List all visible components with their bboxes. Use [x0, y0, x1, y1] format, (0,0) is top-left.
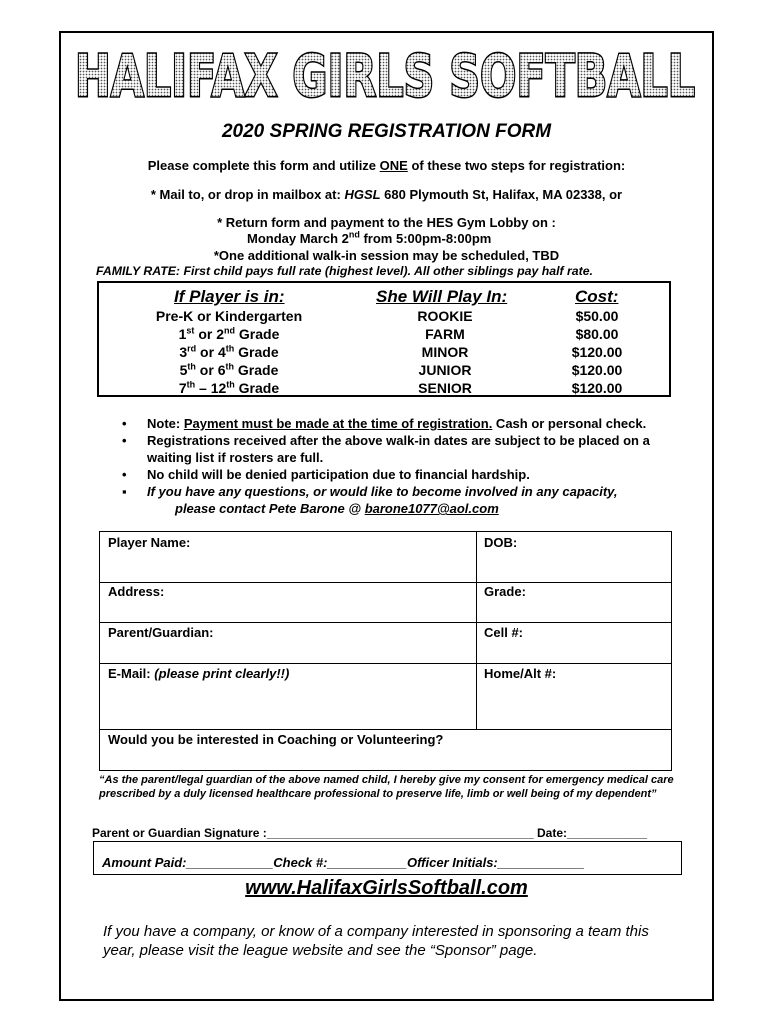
- rate-cost: $120.00: [571, 362, 623, 378]
- row-divider: [100, 582, 671, 583]
- rate-cost: $50.00: [575, 308, 619, 324]
- consent-statement: “As the parent/legal guardian of the above named child, I hereby give my consent for emergency medical care prescribed by a duly licensed healthcare professional to preserve life, limb or well being of my dependent”: [99, 774, 674, 800]
- rate-cost-column: [557, 307, 637, 397]
- home-alt-field[interactable]: Home/Alt #:: [484, 666, 557, 681]
- player-name-field[interactable]: Player Name:: [108, 535, 191, 550]
- square-bullet-icon: ▪: [122, 484, 127, 499]
- dob-field[interactable]: DOB:: [484, 535, 518, 550]
- rate-head-play: She Will Play In:: [376, 287, 508, 306]
- rate-grade-0: Pre-K or Kindergarten: [155, 308, 303, 324]
- return-line: * Return form and payment to the HES Gym Lobby on :: [217, 215, 556, 230]
- date-line: [247, 231, 491, 246]
- rate-head-player: If Player is in:: [174, 287, 285, 306]
- instructions-post: of these two steps for registration:: [407, 158, 626, 173]
- contact-email-link[interactable]: barone1077@aol.com: [364, 501, 499, 516]
- rate-table: [97, 281, 671, 397]
- volunteer-field[interactable]: Would you be interested in Coaching or Volunteering?: [108, 732, 444, 747]
- note-late-registration: • Registrations received after the above walk-in dates are subject to be placed on a waiting list if rosters are full.: [122, 433, 650, 465]
- note-payment: • Note: Payment must be made at the time of registration. Cash or personal check.: [122, 416, 647, 431]
- date-pre: Monday March 2: [247, 231, 349, 246]
- address-field[interactable]: Address:: [108, 584, 165, 599]
- instructions: [59, 158, 714, 173]
- payment-box: [93, 841, 682, 875]
- rate-cost: $120.00: [571, 380, 623, 396]
- rate-level-column: [385, 307, 505, 397]
- rate-level: SENIOR: [418, 380, 472, 396]
- walkin-line: *One additional walk-in session may be scheduled, TBD: [213, 248, 560, 263]
- rate-level: JUNIOR: [418, 362, 472, 378]
- mail-line: [59, 187, 714, 202]
- rate-cost: $120.00: [571, 344, 623, 360]
- email-field[interactable]: E-Mail: (please print clearly!!): [108, 666, 290, 681]
- date-post: from 5:00pm-8:00pm: [359, 231, 492, 246]
- registration-table: [99, 531, 672, 771]
- rate-grade-1: 1st or 2nd Grade: [178, 325, 280, 342]
- rate-level: ROOKIE: [417, 308, 473, 324]
- parent-guardian-field[interactable]: Parent/Guardian:: [108, 625, 214, 640]
- bullet-icon: •: [122, 416, 127, 431]
- league-logo: [70, 40, 700, 106]
- sponsor-note: If you have a company, or know of a company interested in sponsoring a team this year, please visit the league website and see the “Sponsor” page.: [103, 923, 649, 959]
- column-divider: [476, 532, 477, 730]
- rate-level: FARM: [425, 326, 465, 342]
- instructions-pre: Please complete this form and utilize: [147, 158, 380, 173]
- cell-number-field[interactable]: Cell #:: [484, 625, 524, 640]
- row-divider: [100, 729, 671, 730]
- notes-list: [118, 415, 678, 517]
- grade-field[interactable]: Grade:: [484, 584, 526, 599]
- website-link[interactable]: www.HalifaxGirlsSoftball.com: [245, 877, 528, 899]
- note-hardship: • No child will be denied participation due to financial hardship.: [122, 467, 530, 482]
- row-divider: [100, 622, 671, 623]
- family-rate: FAMILY RATE: First child pays full rate (highest level). All other siblings pay half rate.: [96, 264, 593, 278]
- rate-grade-2: 3rd or 4th Grade: [179, 343, 279, 360]
- bullet-icon: •: [122, 433, 127, 448]
- bullet-icon: •: [122, 467, 127, 482]
- rate-grade-column: [129, 307, 329, 397]
- note-contact: ▪ If you have any questions, or would like to become involved in any capacity, please contact Pete Barone @ barone1077@aol.com: [122, 484, 618, 516]
- rate-grade-4: 7th – 12th Grade: [178, 379, 280, 396]
- rate-level: MINOR: [421, 344, 469, 360]
- date-sup: nd: [348, 229, 360, 240]
- signature-line[interactable]: Parent or Guardian Signature :________________________________________ Date:____________: [92, 826, 648, 840]
- instructions-emph: ONE: [379, 158, 408, 173]
- mail-pre: * Mail to, or drop in mailbox at:: [150, 187, 345, 202]
- mail-post: 680 Plymouth St, Halifax, MA 02338, or: [380, 187, 623, 202]
- rate-cost: $80.00: [575, 326, 619, 342]
- rate-head-cost: Cost:: [575, 287, 619, 306]
- payment-line[interactable]: Amount Paid:____________Check #:___________Officer Initials:____________: [102, 855, 585, 870]
- form-title: 2020 SPRING REGISTRATION FORM: [221, 121, 552, 142]
- row-divider: [100, 663, 671, 664]
- logo-text: HALIFAX GIRLS SOFTBALL: [75, 42, 695, 106]
- rate-grade-3: 5th or 6th Grade: [179, 361, 279, 378]
- mail-org: HGSL: [344, 187, 381, 202]
